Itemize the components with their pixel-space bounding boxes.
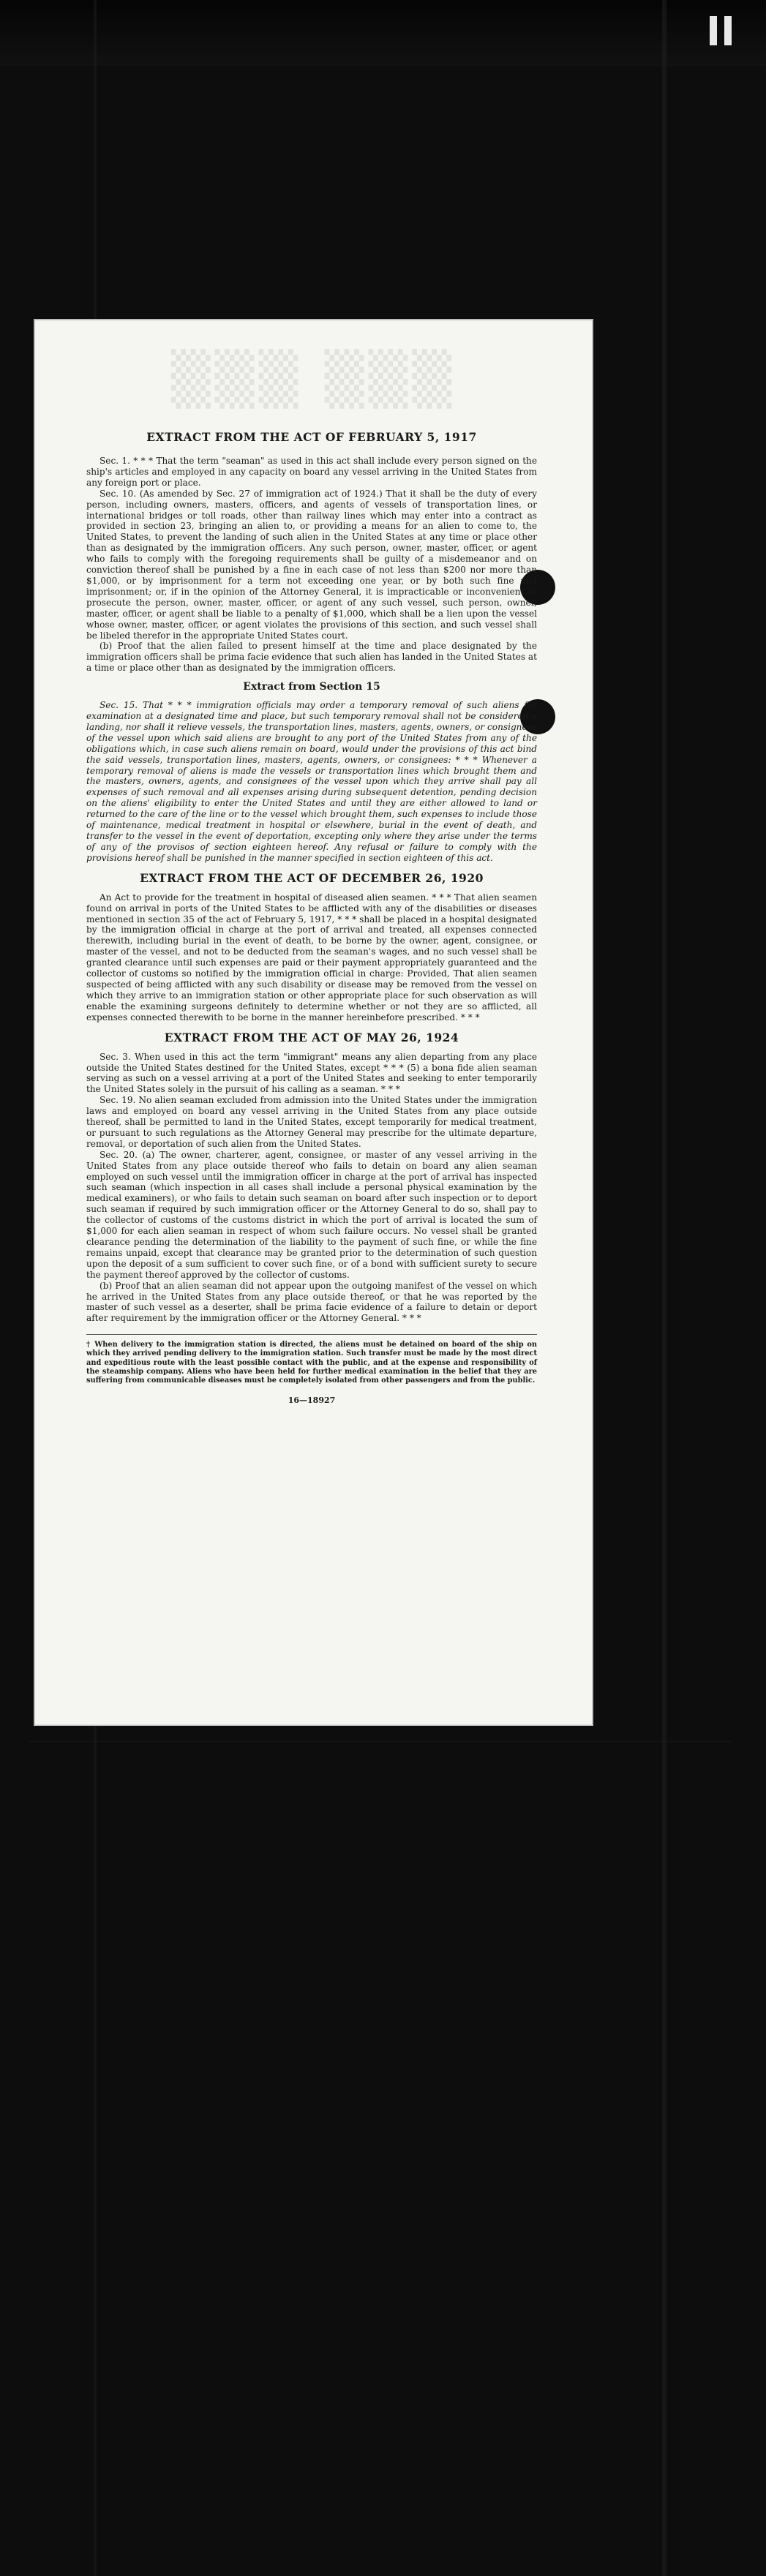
paragraph: Sec. 20. (a) The owner, charterer, agent, consignee, or master of any vessel arriving in the United States from any place outside thereof who fails to detain on board any alien seaman employed on such vessel until the immigration officer in charge at the port of arrival has inspected such seaman (which inspection in all cases shall include a personal physical examination by the medical examiners), or who fails to detain such seaman on board after such inspection or to deport such seaman if required by such immigration officer or the Attorney General to do so, shall pay to the collector of customs of the customs district in which the port of arrival is located the sum of $1,000 for each alien seaman in respect of whom such failure occurs. No vessel shall be granted clearance pending the determination of the liability to the payment of such fine, or while the fine remains unpaid, except that clearance may be granted prior to the determination of such question upon the deposit of a sum sufficient to cover such fine, or of a bond with sufficient surety to secure the payment thereof approved by the collector of customs.: [86, 1149, 537, 1280]
subsection-heading: Extract from Section 15: [243, 681, 380, 693]
section-heading: EXTRACT FROM THE ACT OF MAY 26, 1924: [164, 1030, 459, 1044]
section-heading: EXTRACT FROM THE ACT OF DECEMBER 26, 1920: [140, 870, 484, 885]
footnote-divider: [86, 1334, 537, 1335]
paragraph: Sec. 10. (As amended by Sec. 27 of immigration act of 1924.) That it shall be the duty of every person, including owners, masters, officers, and agents of vessels of transportation lines, or international bridges or toll roads, other than railway lines which may enter into a contract as provided in section 23, bringing an alien to, or providing a means for an alien to come to, the United States, to prevent the landing of such alien in the United States at any time or place other than as designated by the immigration officers. Any such person, owner, master, officer, or agent who fails to comply with the foregoing requirements shall be guilty of a misdemeanor and on conviction thereof shall be punished by a fine in each case of not less than $200 nor more than $1,000, or by imprisonment for a term not exceeding one year, or by both such fine and imprisonment; or, if in the opinion of the Attorney General, it is impracticable or inconvenient to prosecute the person, owner, master, officer, or agent of any such vessel, such person, owner, master, officer, or agent shall be liable to a penalty of $1,000, which shall be a lien upon the vessel whose owner, master, officer, or agent violates the provisions of this section, and such vessel shall be libeled therefor in the appropriate United States court.: [86, 488, 537, 641]
document-body: [86, 430, 537, 1405]
paragraph: Sec. 15. That * * * immigration officials may order a temporary removal of such aliens for examination at a designated time and place, but such temporary removal shall not be considered a landing, nor shall it relieve vessels, the transportation lines, masters, agents, owners, or consignees of the vessel upon which said aliens are brought to any port of the United States from any of the obligations which, in case such aliens remain on board, would under the provisions of this act bind the said vessels, transportation lines, masters, agents, owners, or consignees: * * * Whenever a temporary removal of aliens is made the vessels or transportation lines which brought them and the masters, owners, agents, and consignees of the vessel upon which they arrive shall pay all expenses of such removal and all expenses arising during subsequent detention, pending decision on the aliens' eligibility to enter the United States and until they are either allowed to land or returned to the care of the line or to the vessel which brought them, such expenses to include those of maintenance, medical treatment in hospital or elsewhere, burial in the event of death, and transfer to the vessel in the event of deportation, excepting only where they arise under the terms of any of the provisos of section eighteen hereof. Any refusal or failure to comply with the provisions hereof shall be punished in the manner specified in section eighteen of this act.: [86, 700, 537, 863]
paragraph: Sec. 19. No alien seaman excluded from admission into the United States under the immigration laws and employed on board any vessel arriving in the United States from any place outside thereof, shall be permitted to land in the United States, except temporarily for medical treatment, or pursuant to such regulations as the Attorney General may prescribe for the ultimate departure, removal, or deportation of such alien from the United States.: [86, 1095, 537, 1149]
film-sprocket-mark: [710, 16, 717, 45]
footnote: † When delivery to the immigration station is directed, the aliens must be detained on board of the ship on which they arrived pending delivery to the immigration station. Such transfer must be made by the most direct and expeditious route with the least possible contact with the public, and at the expense and responsibility of the steamship company. Aliens who have been held for further medical examination in the belief that they are suffering from communicable diseases must be completely isolated from other passengers and from the public.: [86, 1341, 537, 1385]
paragraph: Sec. 1. * * * That the term "seaman" as used in this act shall include every person signed on the ship's articles and employed in any capacity on board any vessel arriving in the United States from any foreign port or place.: [86, 456, 537, 488]
film-scratch: [29, 1741, 732, 1742]
document-page: [34, 319, 593, 1726]
document-number: 16—18927: [288, 1396, 336, 1406]
section-heading: EXTRACT FROM THE ACT OF FEBRUARY 5, 1917: [146, 430, 477, 444]
paragraph: (b) Proof that the alien failed to present himself at the time and place designated by the immigration officers shall be prima facie evidence that such alien has landed in the United States at a time or place other than as designated by the immigration officers.: [86, 641, 537, 674]
paragraph: Sec. 3. When used in this act the term "immigrant" means any alien departing from any place outside the United States destined for the United States, except * * * (5) a bona fide alien seaman serving as such on a vessel arriving at a port of the United States and seeking to enter temporarily the United States solely in the pursuit of his calling as a seaman. * * *: [86, 1051, 537, 1095]
film-scratch: [662, 0, 667, 2576]
bleed-through-text: ▒▒▒ ▒▒▒: [170, 348, 457, 409]
paragraph: An Act to provide for the treatment in hospital of diseased alien seamen. * * * That alien seamen found on arrival in ports of the United States to be afflicted with any of the disabilities or diseases mentioned in section 35 of the act of February 5, 1917, * * * shall be placed in a hospital designated by the immigration official in charge at the port of arrival and treated, all expenses connected therewith, including burial in the event of death, to be borne by the owner, agent, consignee, or master of the vessel, and not to be deducted from the seaman's wages, and no such vessel shall be granted clearance until such expenses are paid or their payment appropriately guaranteed and the collector of customs so notified by the immigration official in charge: Provided, That alien seamen suspected of being afflicted with any such disability or disease may be removed from the vessel on which they arrive to an immigration station or other appropriate place for such observation as will enable the examining surgeons definitely to determine whether or not they are so afflicted, all expenses connected therewith to be borne in the manner hereinbefore prescribed. * * *: [86, 892, 537, 1023]
film-edge-top: [0, 0, 766, 66]
film-sprocket-mark: [724, 16, 732, 45]
paragraph: (b) Proof that an alien seaman did not appear upon the outgoing manifest of the vessel on which he arrived in the United States from any place outside thereof, or that he was reported by the master of such vessel as a deserter, shall be prima facie evidence of a failure to detain or deport after requirement by the immigration officer or the Attorney General. * * *: [86, 1280, 537, 1324]
